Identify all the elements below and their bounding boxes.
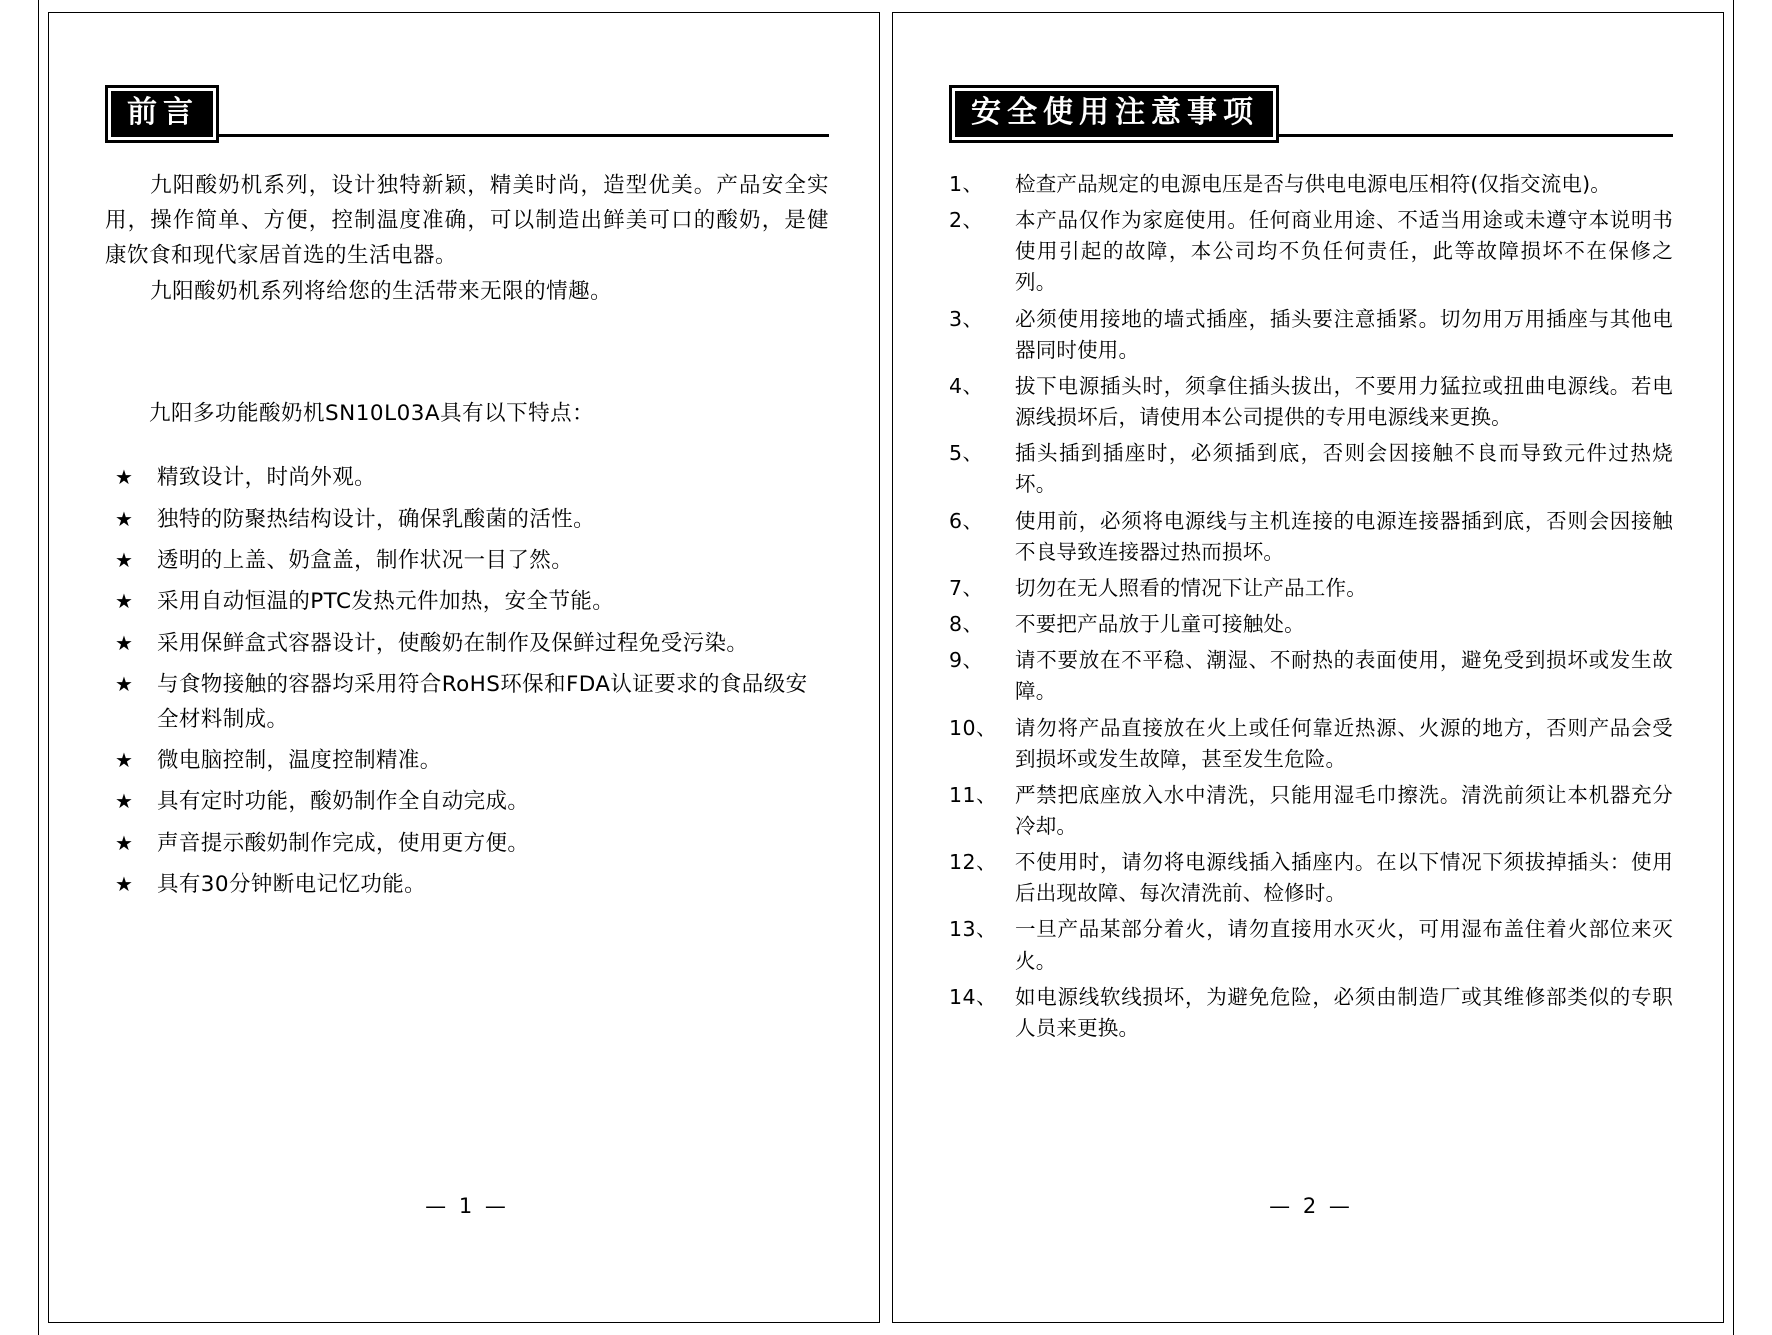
page-left-border	[48, 12, 880, 1323]
preface-paragraph-2: 九阳酸奶机系列将给您的生活带来无限的情趣。	[150, 279, 613, 305]
list-item	[949, 914, 1673, 976]
item-text: 本产品仅作为家庭使用。任何商业用途、不适当用途或未遵守本说明书使用引起的故障，本公司均不负任何责任，此等故障损坏不在保修之列。	[1015, 208, 1673, 295]
feature-text: 独特的防聚热结构设计，确保乳酸菌的活性。	[157, 506, 596, 532]
features-subheading: 九阳多功能酸奶机SN10L03A具有以下特点：	[149, 401, 595, 427]
item-text: 不要把产品放于儿童可接触处。	[1015, 612, 1305, 637]
preface-paragraph-1: 九阳酸奶机系列，设计独特新颖，精美时尚，造型优美。产品安全实用，操作简单、方便，控制温度准确，可以制造出鲜美可口的酸奶，是健康饮食和现代家居首选的生活电器。	[105, 173, 829, 268]
list-item	[105, 668, 829, 737]
list-item	[105, 544, 829, 578]
star-icon: ★	[115, 830, 133, 855]
star-icon: ★	[115, 789, 133, 814]
feature-text: 微电脑控制，温度控制精准。	[157, 748, 442, 774]
list-item	[105, 744, 829, 778]
item-text: 请不要放在不平稳、潮湿、不耐热的表面使用，避免受到损坏或发生故障。	[1015, 648, 1673, 704]
star-icon: ★	[115, 672, 133, 697]
list-item	[949, 506, 1673, 568]
page-left-content	[105, 85, 829, 1252]
item-text: 如电源线软线损坏，为避免危险，必须由制造厂或其维修部类似的专职人员来更换。	[1015, 984, 1673, 1040]
list-item	[949, 982, 1673, 1044]
feature-text: 声音提示酸奶制作完成，使用更方便。	[157, 830, 530, 856]
list-item	[105, 627, 829, 661]
feature-text: 采用保鲜盒式容器设计，使酸奶在制作及保鲜过程免受污染。	[157, 630, 749, 656]
list-item	[949, 645, 1673, 707]
page-number-right: — 2 —	[1269, 1194, 1353, 1218]
item-number: 2、	[949, 208, 984, 233]
star-icon: ★	[115, 872, 133, 897]
list-item	[105, 868, 829, 902]
list-item	[949, 371, 1673, 433]
heading-text: 安全使用注意事项	[955, 91, 1273, 137]
page-right	[886, 0, 1772, 1335]
heading-text: 前言	[111, 91, 213, 137]
item-number: 14、	[949, 984, 998, 1009]
star-icon: ★	[115, 548, 133, 573]
star-icon: ★	[115, 465, 133, 490]
heading-box	[105, 85, 219, 143]
safety-heading	[949, 85, 1673, 143]
list-item	[949, 713, 1673, 775]
feature-text: 透明的上盖、奶盒盖，制作状况一目了然。	[157, 548, 574, 574]
item-text: 使用前，必须将电源线与主机连接的电源连接器插到底，否则会因接触不良导致连接器过热而损坏。	[1015, 508, 1673, 564]
item-text: 检查产品规定的电源电压是否与供电电源电压相符(仅指交流电)。	[1015, 172, 1611, 196]
item-number: 3、	[949, 306, 984, 331]
heading-box	[949, 85, 1279, 143]
list-item	[949, 438, 1673, 500]
list-item	[105, 461, 829, 495]
star-icon: ★	[115, 506, 133, 531]
page-right-content	[949, 85, 1673, 1252]
list-item	[949, 304, 1673, 366]
feature-text: 采用自动恒温的PTC发热元件加热，安全节能。	[157, 589, 615, 615]
feature-text: 具有30分钟断电记忆功能。	[157, 872, 427, 898]
item-text: 拔下电源插头时，须拿住插头拔出，不要用力猛拉或扭曲电源线。若电源线损坏后，请使用本公司提供的专用电源线来更换。	[1015, 373, 1673, 430]
item-number: 9、	[949, 648, 984, 673]
page-number-left: — 1 —	[425, 1194, 509, 1218]
list-item	[949, 609, 1673, 640]
list-item	[949, 573, 1673, 604]
star-icon: ★	[115, 748, 133, 773]
list-item	[949, 847, 1673, 909]
preface-heading	[105, 85, 829, 143]
item-number: 1、	[949, 172, 984, 196]
item-text: 必须使用接地的墙式插座，插头要注意插紧。切勿用万用插座与其他电器同时使用。	[1015, 306, 1673, 362]
item-number: 7、	[949, 575, 984, 600]
list-item	[949, 780, 1673, 842]
item-number: 4、	[949, 373, 984, 398]
page-right-border	[892, 12, 1724, 1323]
item-number: 13、	[949, 917, 998, 942]
item-text: 插头插到插座时，必须插到底，否则会因接触不良而导致元件过热烧坏。	[1015, 441, 1673, 497]
item-text: 不使用时，请勿将电源线插入插座内。在以下情况下须拔掉插头：使用后出现故障、每次清洗前、检修时。	[1015, 850, 1673, 906]
list-item	[105, 585, 829, 619]
list-item	[105, 827, 829, 861]
list-item	[105, 503, 829, 537]
features-list	[105, 461, 829, 902]
feature-text: 精致设计，时尚外观。	[157, 465, 377, 491]
item-text: 请勿将产品直接放在火上或任何靠近热源、火源的地方，否则产品会受到损坏或发生故障，甚至发生危险。	[1015, 715, 1673, 771]
list-item	[949, 169, 1673, 200]
item-number: 11、	[949, 782, 998, 807]
item-text: 切勿在无人照看的情况下让产品工作。	[1015, 575, 1367, 600]
star-icon: ★	[115, 630, 133, 655]
feature-text: 具有定时功能，酸奶制作全自动完成。	[157, 789, 530, 815]
item-number: 6、	[949, 508, 984, 533]
item-number: 5、	[949, 441, 984, 466]
feature-text: 与食物接触的容器均采用符合RoHS环保和FDA认证要求的食品级安全材料制成。	[157, 672, 808, 732]
item-text: 严禁把底座放入水中清洗，只能用湿毛巾擦洗。清洗前须让本机器充分冷却。	[1015, 782, 1673, 838]
item-number: 12、	[949, 850, 998, 875]
item-text: 一旦产品某部分着火，请勿直接用水灭火，可用湿布盖住着火部位来灭火。	[1015, 917, 1673, 973]
list-item	[105, 785, 829, 819]
list-item	[949, 205, 1673, 298]
safety-instructions-list	[949, 169, 1673, 1044]
item-number: 8、	[949, 612, 984, 637]
star-icon: ★	[115, 589, 133, 614]
item-number: 10、	[949, 715, 998, 740]
